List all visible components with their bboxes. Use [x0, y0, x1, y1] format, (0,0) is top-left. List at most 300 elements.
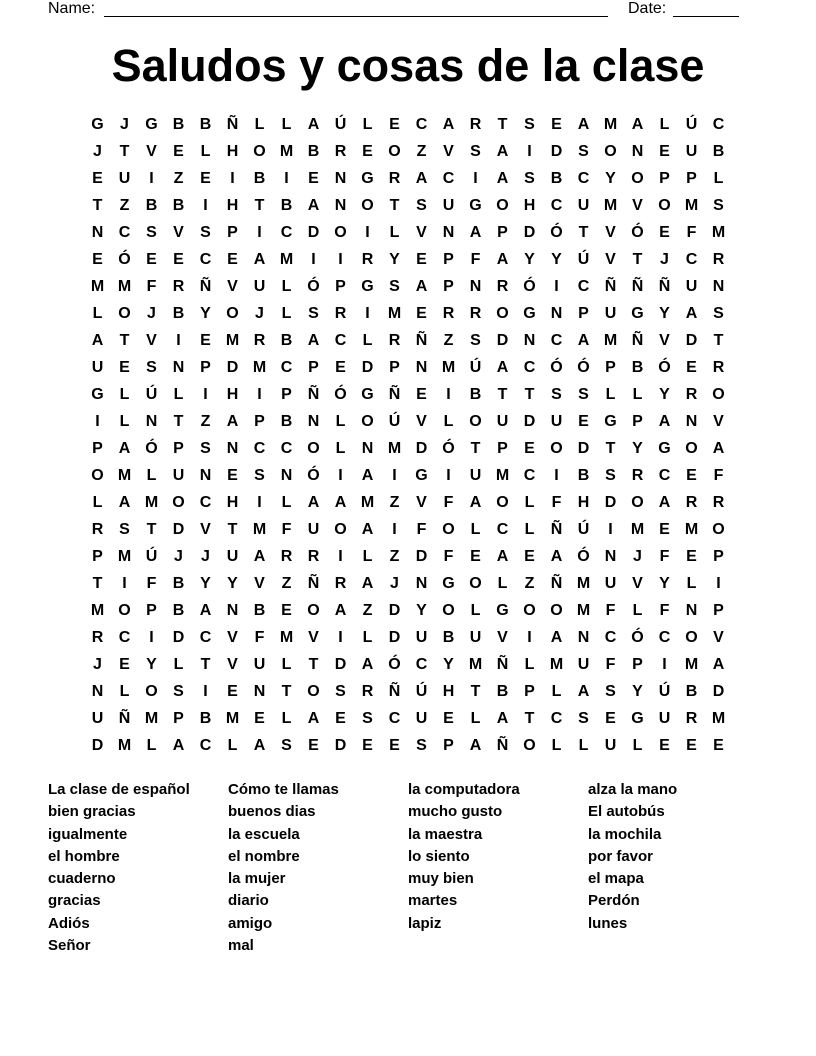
grid-letter: C: [253, 440, 266, 457]
grid-letter: N: [469, 278, 482, 295]
grid-letter: M: [387, 305, 402, 322]
grid-row: [84, 192, 732, 219]
grid-letter: U: [685, 278, 698, 295]
grid-letter: E: [416, 386, 427, 403]
grid-letter: B: [685, 683, 698, 700]
grid-letter: P: [713, 548, 724, 565]
grid-letter: A: [550, 548, 563, 565]
grid-row: [84, 354, 732, 381]
grid-letter: P: [443, 278, 454, 295]
grid-letter: M: [468, 656, 483, 673]
grid-letter: S: [254, 467, 265, 484]
grid-letter: E: [659, 143, 670, 160]
grid-letter: Ñ: [415, 332, 428, 349]
grid-letter: A: [253, 737, 266, 754]
grid-letter: L: [524, 521, 535, 538]
grid-letter: A: [172, 737, 185, 754]
grid-letter: H: [523, 197, 536, 214]
grid-row: [84, 705, 732, 732]
grid-letter: O: [469, 575, 482, 592]
grid-letter: N: [685, 413, 698, 430]
grid-letter: A: [307, 494, 320, 511]
grid-letter: L: [605, 386, 616, 403]
grid-letter: L: [281, 710, 292, 727]
grid-letter: O: [469, 413, 482, 430]
grid-letter: Y: [200, 305, 211, 322]
grid-letter: O: [631, 170, 644, 187]
grid-letter: Ó: [577, 359, 590, 376]
grid-letter: I: [149, 629, 154, 646]
grid-letter: S: [578, 710, 589, 727]
grid-letter: H: [442, 683, 455, 700]
grid-letter: R: [712, 251, 725, 268]
grid-letter: Ñ: [604, 278, 617, 295]
grid-letter: T: [200, 656, 211, 673]
word-list-item: diario: [228, 892, 269, 910]
grid-letter: I: [392, 467, 397, 484]
grid-letter: A: [415, 170, 428, 187]
grid-letter: U: [415, 629, 428, 646]
grid-letter: Ú: [415, 683, 428, 700]
header: [48, 0, 748, 20]
grid-letter: Ú: [658, 683, 671, 700]
grid-letter: P: [227, 224, 238, 241]
grid-letter: Ñ: [118, 710, 131, 727]
grid-letter: S: [605, 683, 616, 700]
grid-letter: N: [91, 683, 104, 700]
grid-letter: U: [253, 656, 266, 673]
grid-letter: B: [172, 197, 185, 214]
grid-letter: C: [523, 359, 536, 376]
grid-letter: O: [172, 494, 185, 511]
grid-letter: G: [496, 602, 509, 619]
word-list-item: lunes: [588, 914, 628, 932]
grid-letter: D: [712, 683, 725, 700]
grid-letter: L: [443, 413, 454, 430]
grid-letter: E: [551, 116, 562, 133]
grid-letter: M: [441, 359, 456, 376]
grid-row: [84, 138, 732, 165]
word-list-item: lo siento: [408, 847, 470, 865]
grid-letter: Y: [551, 251, 562, 268]
grid-letter: P: [281, 386, 292, 403]
grid-letter: H: [226, 386, 239, 403]
grid-letter: R: [91, 629, 104, 646]
grid-letter: V: [497, 629, 508, 646]
grid-letter: G: [415, 467, 428, 484]
name-blank-line[interactable]: [104, 0, 608, 17]
grid-letter: A: [307, 332, 320, 349]
grid-letter: B: [172, 116, 185, 133]
grid-letter: Z: [200, 413, 211, 430]
grid-letter: I: [338, 467, 343, 484]
word-list-item: muy bien: [408, 870, 474, 888]
grid-letter: E: [119, 656, 130, 673]
grid-row: [84, 435, 732, 462]
grid-letter: E: [686, 737, 697, 754]
grid-letter: T: [389, 197, 400, 214]
grid-letter: E: [605, 710, 616, 727]
grid-letter: F: [659, 548, 670, 565]
grid-letter: S: [713, 197, 724, 214]
grid-letter: L: [686, 575, 697, 592]
grid-letter: Ó: [442, 440, 455, 457]
grid-letter: H: [226, 494, 239, 511]
grid-letter: Ñ: [388, 683, 401, 700]
grid-letter: I: [554, 278, 559, 295]
grid-letter: A: [91, 332, 104, 349]
grid-letter: S: [335, 683, 346, 700]
grid-letter: M: [225, 710, 240, 727]
grid-letter: E: [362, 737, 373, 754]
grid-letter: Y: [389, 251, 400, 268]
grid-letter: L: [281, 116, 292, 133]
grid-letter: E: [362, 143, 373, 160]
grid-letter: V: [227, 278, 238, 295]
grid-letter: Ó: [145, 440, 158, 457]
grid-letter: F: [659, 602, 670, 619]
grid-letter: O: [685, 629, 698, 646]
grid-letter: E: [227, 683, 238, 700]
grid-letter: Ú: [577, 251, 590, 268]
grid-letter: L: [362, 629, 373, 646]
grid-letter: O: [550, 602, 563, 619]
grid-letter: M: [279, 629, 294, 646]
grid-letter: I: [365, 305, 370, 322]
grid-letter: D: [685, 332, 698, 349]
grid-letter: L: [254, 116, 265, 133]
grid-letter: V: [227, 629, 238, 646]
word-list-item: bien gracias: [48, 803, 136, 821]
word-list-item: Perdón: [588, 892, 640, 910]
grid-letter: A: [658, 413, 671, 430]
grid-letter: N: [550, 305, 563, 322]
grid-letter: S: [713, 305, 724, 322]
grid-letter: Y: [443, 656, 454, 673]
grid-letter: E: [659, 224, 670, 241]
word-list-column: [588, 779, 768, 935]
word-list-item: amigo: [228, 914, 273, 932]
grid-letter: A: [334, 602, 347, 619]
grid-letter: J: [390, 575, 399, 592]
grid-letter: U: [604, 305, 617, 322]
grid-letter: O: [118, 305, 131, 322]
grid-letter: U: [604, 575, 617, 592]
grid-row: [84, 516, 732, 543]
grid-letter: V: [605, 251, 616, 268]
grid-letter: M: [90, 278, 105, 295]
grid-letter: U: [307, 521, 320, 538]
grid-letter: N: [577, 629, 590, 646]
grid-letter: A: [577, 332, 590, 349]
grid-letter: Ú: [145, 548, 158, 565]
grid-letter: A: [496, 710, 509, 727]
grid-letter: A: [199, 602, 212, 619]
grid-letter: V: [632, 197, 643, 214]
grid-letter: A: [577, 116, 590, 133]
grid-letter: V: [443, 143, 454, 160]
grid-letter: N: [145, 413, 158, 430]
grid-letter: Y: [524, 251, 535, 268]
grid-letter: M: [576, 575, 591, 592]
grid-letter: V: [227, 656, 238, 673]
grid-letter: Ú: [685, 116, 698, 133]
grid-row: [84, 462, 732, 489]
grid-letter: U: [442, 197, 455, 214]
grid-letter: P: [659, 170, 670, 187]
grid-letter: A: [496, 143, 509, 160]
grid-letter: G: [91, 116, 104, 133]
grid-letter: G: [469, 197, 482, 214]
grid-letter: M: [711, 710, 726, 727]
grid-letter: Ó: [118, 251, 131, 268]
grid-letter: R: [334, 305, 347, 322]
grid-letter: E: [173, 251, 184, 268]
grid-letter: M: [603, 197, 618, 214]
grid-letter: N: [280, 467, 293, 484]
grid-letter: Z: [281, 575, 292, 592]
grid-letter: T: [470, 683, 481, 700]
grid-letter: M: [279, 251, 294, 268]
grid-letter: R: [334, 575, 347, 592]
grid-letter: M: [684, 197, 699, 214]
grid-letter: B: [577, 467, 590, 484]
grid-letter: Ú: [577, 521, 590, 538]
grid-letter: A: [226, 413, 239, 430]
grid-letter: Ñ: [550, 521, 563, 538]
grid-letter: B: [307, 143, 320, 160]
grid-letter: L: [119, 413, 130, 430]
grid-letter: A: [118, 494, 131, 511]
grid-letter: U: [226, 548, 239, 565]
grid-letter: P: [92, 440, 103, 457]
word-list-item: mucho gusto: [408, 803, 503, 821]
grid-letter: Ú: [469, 359, 482, 376]
grid-letter: L: [92, 305, 103, 322]
grid-letter: T: [308, 656, 319, 673]
grid-letter: T: [92, 197, 103, 214]
grid-letter: P: [146, 602, 157, 619]
grid-letter: E: [92, 251, 103, 268]
grid-letter: P: [173, 710, 184, 727]
grid-letter: N: [334, 170, 347, 187]
grid-letter: D: [91, 737, 104, 754]
grid-letter: U: [415, 710, 428, 727]
grid-letter: L: [524, 656, 535, 673]
grid-letter: E: [173, 143, 184, 160]
grid-letter: L: [146, 467, 157, 484]
grid-letter: E: [119, 359, 130, 376]
grid-letter: S: [416, 197, 427, 214]
grid-letter: N: [91, 224, 104, 241]
grid-letter: M: [279, 143, 294, 160]
grid-letter: I: [122, 575, 127, 592]
grid-letter: D: [334, 737, 347, 754]
grid-letter: A: [658, 494, 671, 511]
grid-letter: C: [550, 332, 563, 349]
word-list-item: Cómo te llamas: [228, 781, 339, 798]
grid-letter: A: [442, 116, 455, 133]
grid-letter: I: [338, 548, 343, 565]
grid-letter: N: [442, 224, 455, 241]
grid-letter: F: [605, 602, 616, 619]
grid-letter: O: [361, 413, 374, 430]
grid-letter: C: [442, 170, 455, 187]
grid-letter: O: [361, 197, 374, 214]
grid-letter: B: [253, 170, 266, 187]
grid-letter: P: [443, 251, 454, 268]
grid-letter: M: [630, 521, 645, 538]
grid-letter: M: [225, 332, 240, 349]
grid-letter: P: [254, 413, 265, 430]
grid-letter: O: [91, 467, 104, 484]
grid-letter: I: [338, 251, 343, 268]
grid-letter: E: [200, 170, 211, 187]
grid-letter: T: [713, 332, 724, 349]
grid-letter: D: [172, 521, 185, 538]
grid-letter: R: [685, 386, 698, 403]
grid-letter: R: [361, 683, 374, 700]
grid-letter: P: [632, 413, 643, 430]
grid-letter: E: [308, 170, 319, 187]
grid-letter: Z: [389, 548, 400, 565]
grid-letter: L: [281, 494, 292, 511]
grid-letter: L: [119, 386, 130, 403]
word-list-item: cuaderno: [48, 870, 116, 888]
grid-letter: V: [200, 521, 211, 538]
grid-letter: I: [203, 683, 208, 700]
grid-row: [84, 543, 732, 570]
grid-letter: L: [173, 386, 184, 403]
grid-letter: N: [199, 467, 212, 484]
grid-letter: C: [199, 737, 212, 754]
date-blank-line[interactable]: [673, 0, 739, 17]
grid-letter: Ó: [523, 278, 536, 295]
grid-letter: R: [334, 143, 347, 160]
grid-letter: S: [416, 737, 427, 754]
grid-letter: E: [227, 251, 238, 268]
grid-letter: P: [578, 305, 589, 322]
grid-letter: Ó: [550, 224, 563, 241]
grid-letter: E: [227, 467, 238, 484]
grid-letter: G: [361, 278, 374, 295]
grid-letter: Z: [524, 575, 535, 592]
grid-letter: L: [362, 548, 373, 565]
grid-letter: U: [469, 629, 482, 646]
grid-letter: G: [523, 305, 536, 322]
grid-letter: N: [415, 575, 428, 592]
grid-letter: S: [362, 710, 373, 727]
word-list-item: gracias: [48, 892, 101, 910]
grid-letter: N: [226, 602, 239, 619]
grid-letter: M: [117, 737, 132, 754]
grid-letter: D: [334, 656, 347, 673]
grid-letter: M: [549, 656, 564, 673]
grid-letter: A: [712, 440, 725, 457]
grid-letter: F: [416, 521, 427, 538]
grid-letter: C: [685, 251, 698, 268]
grid-letter: L: [659, 116, 670, 133]
grid-letter: L: [200, 143, 211, 160]
grid-letter: L: [470, 521, 481, 538]
grid-letter: Y: [659, 305, 670, 322]
grid-letter: R: [496, 278, 509, 295]
grid-row: [84, 651, 732, 678]
grid-letter: L: [578, 737, 589, 754]
grid-letter: L: [632, 737, 643, 754]
grid-letter: N: [604, 548, 617, 565]
grid-letter: R: [307, 548, 320, 565]
grid-letter: E: [686, 467, 697, 484]
grid-letter: Y: [632, 683, 643, 700]
grid-letter: I: [446, 467, 451, 484]
grid-letter: S: [200, 224, 211, 241]
grid-letter: E: [713, 737, 724, 754]
grid-letter: Z: [173, 170, 184, 187]
grid-letter: D: [415, 440, 428, 457]
grid-letter: B: [280, 197, 293, 214]
grid-letter: Y: [227, 575, 238, 592]
grid-letter: L: [281, 305, 292, 322]
word-list-item: Adiós: [48, 914, 90, 932]
grid-letter: B: [172, 305, 185, 322]
word-list-column: [228, 779, 408, 957]
grid-letter: O: [118, 602, 131, 619]
grid-letter: N: [253, 683, 266, 700]
grid-letter: R: [685, 710, 698, 727]
grid-letter: P: [173, 440, 184, 457]
grid-letter: Ú: [388, 413, 401, 430]
grid-letter: D: [577, 440, 590, 457]
grid-letter: L: [146, 737, 157, 754]
grid-row: [84, 327, 732, 354]
grid-letter: C: [415, 656, 428, 673]
grid-letter: L: [497, 575, 508, 592]
grid-letter: N: [631, 143, 644, 160]
grid-letter: Ñ: [496, 737, 509, 754]
grid-letter: Y: [416, 602, 427, 619]
grid-letter: F: [605, 656, 616, 673]
grid-letter: A: [712, 656, 725, 673]
grid-row: [84, 489, 732, 516]
grid-letter: I: [662, 656, 667, 673]
grid-letter: I: [446, 386, 451, 403]
grid-letter: R: [685, 494, 698, 511]
grid-letter: M: [387, 440, 402, 457]
grid-letter: D: [388, 602, 401, 619]
grid-letter: Y: [200, 575, 211, 592]
grid-letter: O: [550, 440, 563, 457]
grid-letter: E: [443, 710, 454, 727]
grid-letter: B: [172, 575, 185, 592]
grid-letter: G: [145, 116, 158, 133]
grid-letter: A: [631, 116, 644, 133]
grid-letter: F: [686, 224, 697, 241]
word-list-item: La clase de español: [48, 781, 190, 798]
grid-letter: N: [712, 278, 725, 295]
grid-letter: F: [470, 251, 481, 268]
grid-letter: I: [365, 224, 370, 241]
grid-letter: F: [443, 548, 454, 565]
grid-letter: S: [605, 467, 616, 484]
grid-letter: U: [577, 656, 590, 673]
grid-letter: N: [685, 602, 698, 619]
grid-letter: O: [658, 197, 671, 214]
grid-letter: V: [308, 629, 319, 646]
grid-letter: L: [362, 332, 373, 349]
grid-letter: Z: [443, 332, 454, 349]
word-list-item: alza la mano: [588, 781, 678, 798]
